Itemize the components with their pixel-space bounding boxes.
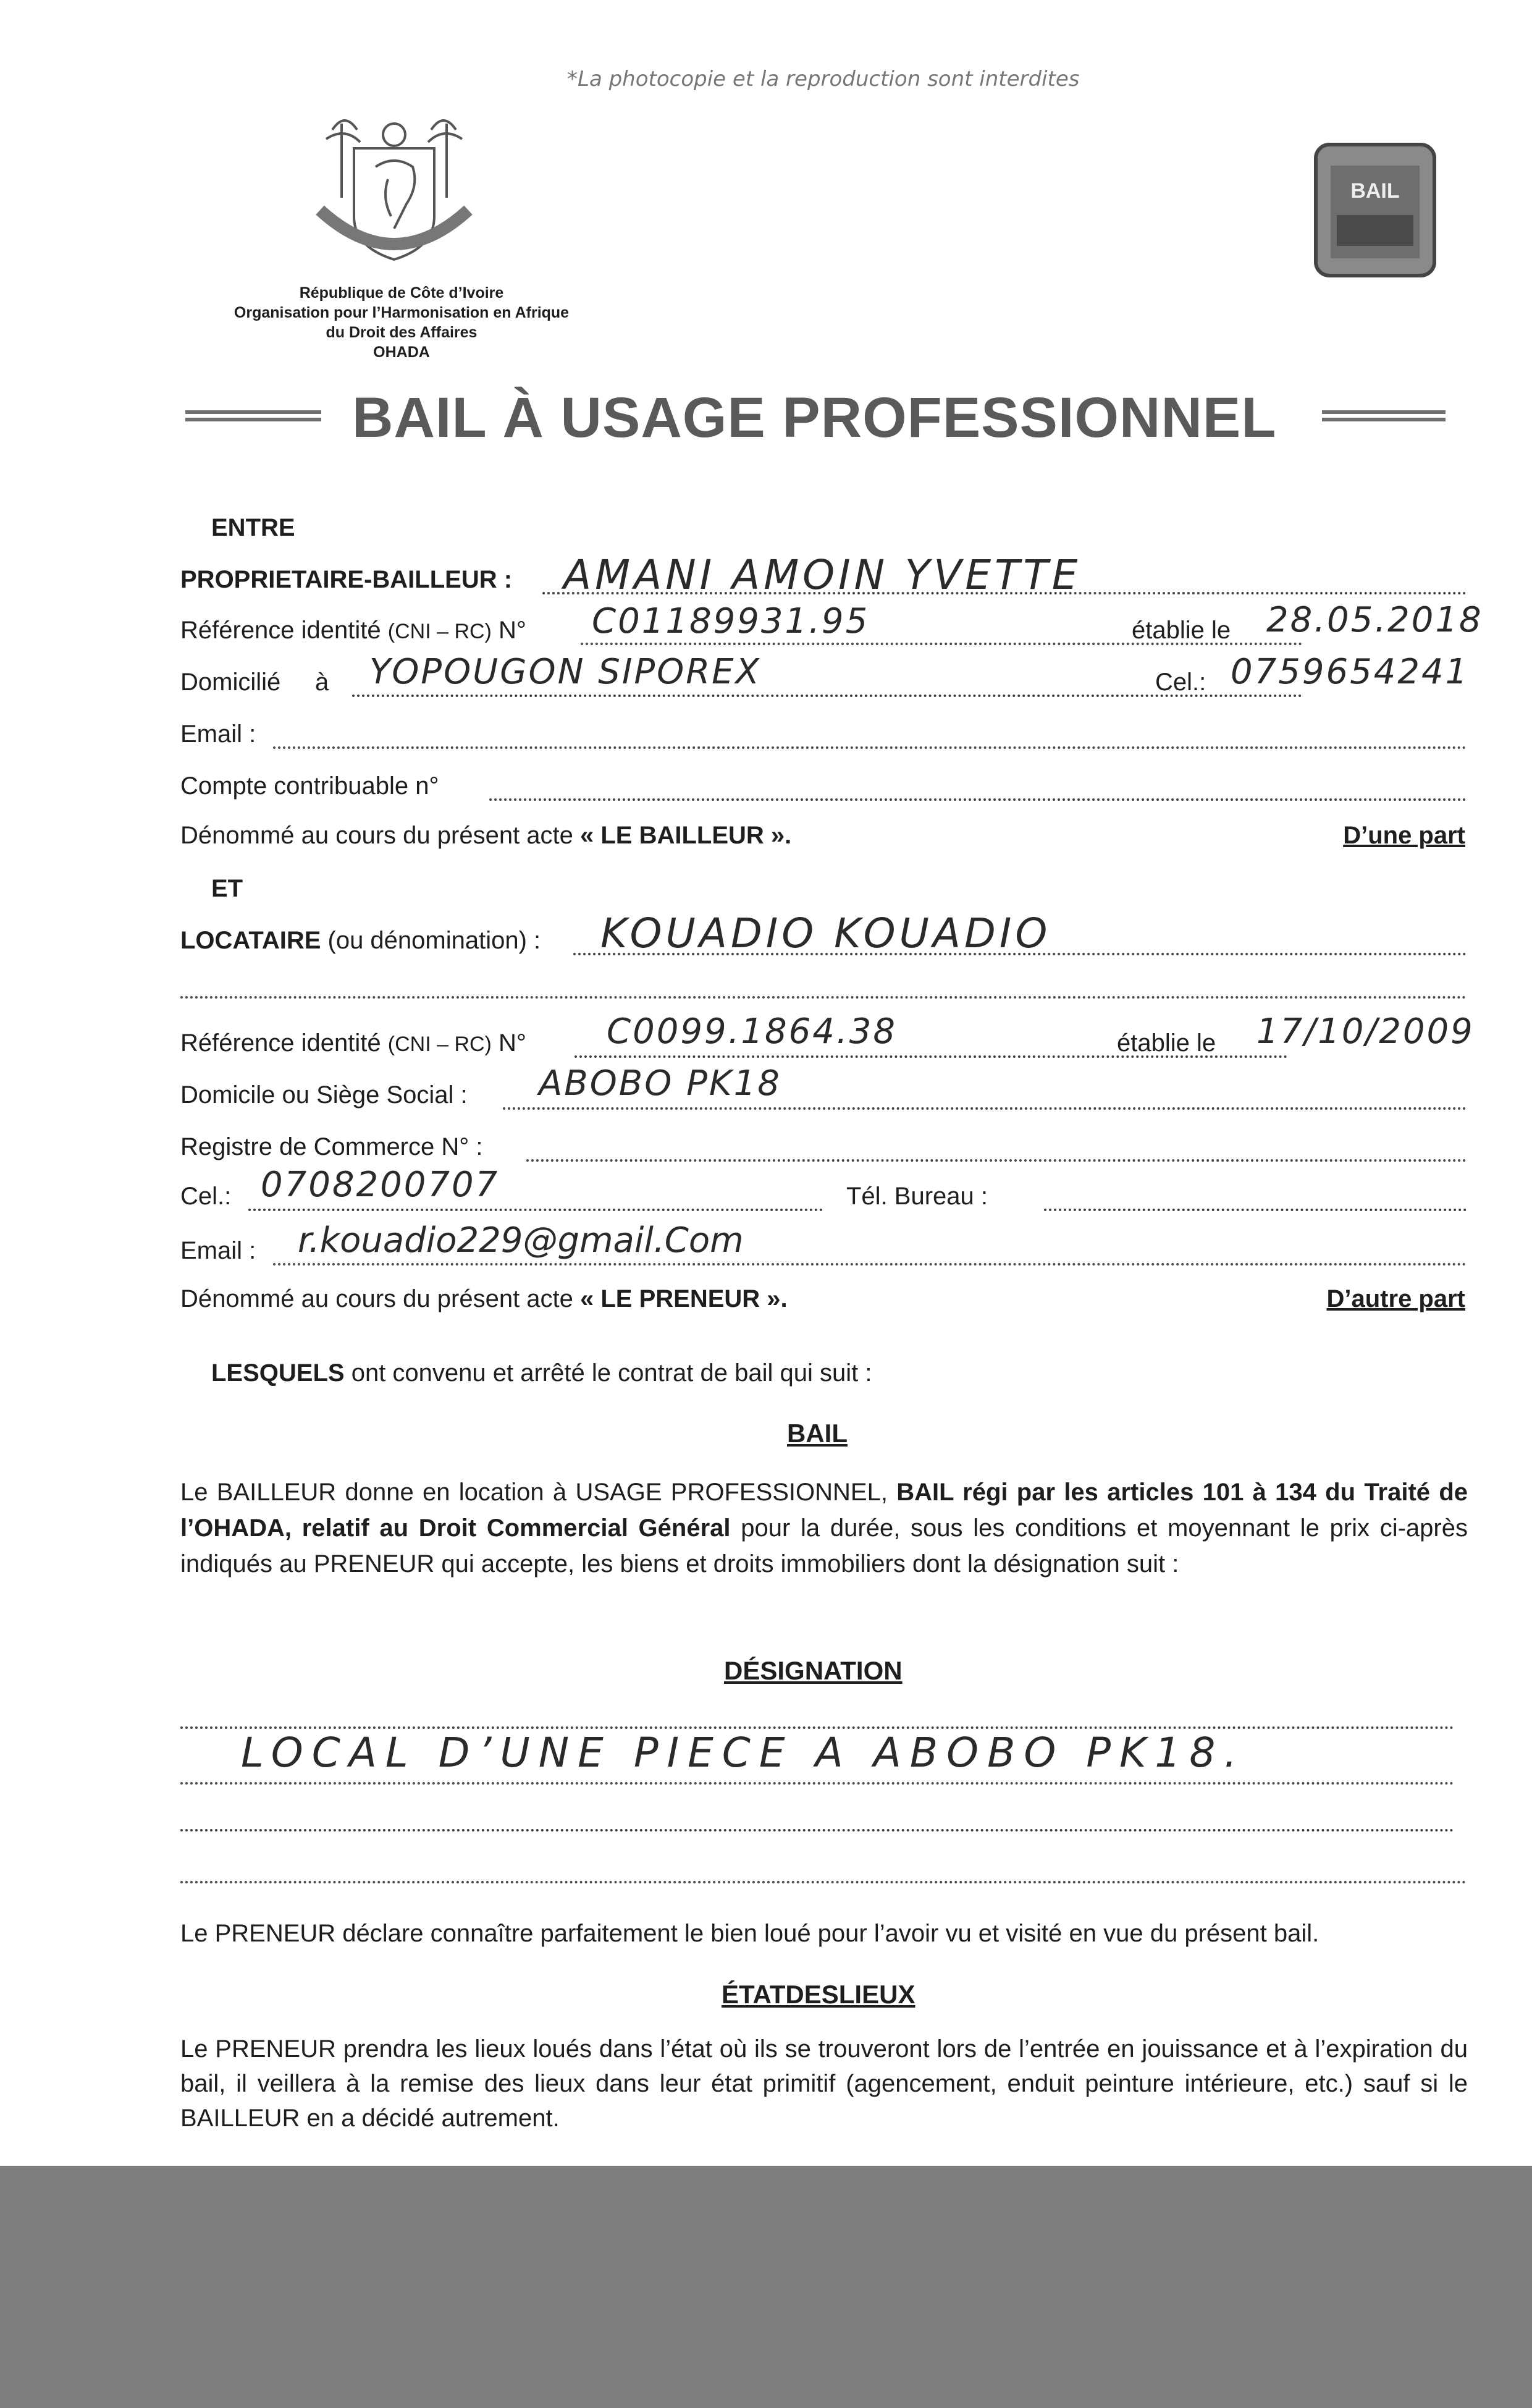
owner-ref-value: C01189931.95 (592, 601, 870, 641)
denomme-text: Dénommé au cours du présent acte « LE BAILLEUR ». (180, 822, 792, 849)
designation-heading: DÉSIGNATION (724, 1656, 903, 1685)
tenant-cel-row (180, 1165, 1465, 1217)
tenant-etablie-label: établie le (1117, 1029, 1216, 1057)
lesquels-row (180, 1359, 1465, 1394)
tenant-domicile-row (180, 1063, 1465, 1116)
etablie-label: établie le (1132, 617, 1231, 644)
org-line: OHADA (373, 344, 430, 361)
registre-dots (526, 1159, 1467, 1162)
et-label: ET (211, 875, 243, 902)
bail-paragraph: Le BAILLEUR donne en location à USAGE PROFESSIONNEL, BAIL régi par les articles 101 à 134 du Traité de l’OHADA, relatif au Droit Commercial Général pour la durée, sous les conditions et moyennant le prix ci-après indiqués au PRENEUR qui accepte, les biens et droits immobiliers dont la désignation suit : (180, 1479, 1468, 1578)
compte-label: Compte contribuable n° (180, 772, 439, 800)
tenant-ref-label: Référence identité (CNI – RC) N° (180, 1029, 526, 1057)
tenant-cel-label: Cel.: (180, 1183, 232, 1210)
stamp-label: BAIL (1350, 179, 1400, 203)
ref-label: Référence identité (CNI – RC) N° (180, 617, 526, 644)
tenant-domicile-dots (503, 1107, 1467, 1110)
entre-label: ENTRE (211, 514, 295, 541)
owner-email-row (180, 720, 1465, 755)
designation-dots-4 (180, 1881, 1467, 1883)
org-line: du Droit des Affaires (326, 324, 478, 341)
tenant-denomme-text: Dénommé au cours du présent acte « LE PRENEUR ». (180, 1285, 788, 1312)
scan-background (0, 2166, 1532, 2408)
tenant-domicile-value: ABOBO PK18 (539, 1063, 781, 1104)
owner-ref-row (180, 600, 1483, 651)
owner-domicile-row (180, 652, 1470, 703)
owner-label: PROPRIETAIRE-BAILLEUR : (180, 566, 513, 593)
domicile-label: Domicilié (180, 669, 281, 696)
tax-stamp-icon (1312, 141, 1438, 279)
owner-domicile-value: YOPOUGON SIPOREX (369, 652, 761, 692)
etat-heading: ÉTATDESLIEUX (722, 1980, 915, 2009)
tenant-cel-dots (248, 1209, 823, 1211)
designation-dots-3 (180, 1829, 1454, 1831)
email-dots (273, 746, 1467, 749)
owner-cel-value: 0759654241 (1231, 652, 1470, 692)
tenant-denomme-row (180, 1285, 1465, 1320)
tenant-email-dots (273, 1263, 1467, 1265)
tenant-email-row (180, 1220, 1465, 1272)
tenant-value: KOUADIO KOUADIO (600, 910, 1051, 957)
etat-paragraph: Le PRENEUR prendra les lieux loués dans l’état où ils se trouveront lors de l’entrée en jouissance et à l’expiration du bail, il veillera à la remise des lieux dans leur état primitif (agencement, enduit peinture intérieure, etc.) sauf si le BAILLEUR en a décidé autrement. (180, 2035, 1468, 2132)
owner-denomme-row (180, 822, 1465, 856)
org-line: République de Côte d’Ivoire (299, 284, 504, 302)
org-line: Organisation pour l’Harmonisation en Afrique (234, 304, 570, 321)
tenant-row (180, 910, 1465, 961)
owner-etablie-value: 28.05.2018 (1266, 600, 1483, 640)
cel-label: Cel.: (1155, 669, 1206, 696)
domicile-a: à (315, 669, 329, 696)
email-label: Email : (180, 720, 256, 748)
tel-bureau-dots (1044, 1209, 1467, 1211)
et-row (180, 875, 1465, 910)
document-title: BAIL À USAGE PROFESSIONNEL (352, 386, 1277, 449)
entre-row (180, 514, 1465, 549)
tenant-ref-row (180, 1012, 1475, 1064)
tenant-registre-row (180, 1133, 1465, 1168)
tenant-email-value: r.kouadio229@gmail.Com (298, 1220, 744, 1261)
part-one: D’une part (1343, 822, 1465, 849)
owner-compte-row (180, 772, 1465, 807)
compte-dots (489, 798, 1467, 801)
tenant-email-label: Email : (180, 1237, 256, 1264)
tenant-ref-value: C0099.1864.38 (607, 1012, 897, 1052)
issuing-organization (204, 283, 599, 362)
document-title-bar (185, 386, 1458, 447)
owner-row (180, 551, 1465, 601)
designation-dots-2 (180, 1782, 1454, 1785)
tenant-domicile-label: Domicile ou Siège Social : (180, 1081, 468, 1109)
owner-value: AMANI AMOIN YVETTE (563, 551, 1082, 599)
lesquels-text: LESQUELS ont convenu et arrêté le contrat de bail qui suit : (211, 1359, 872, 1387)
tenant-extra-row (180, 970, 1465, 1005)
part-two: D’autre part (1326, 1285, 1465, 1312)
title-rule-right (1322, 410, 1446, 421)
copy-notice: *La photocopie et la reproduction sont interdites (567, 67, 1080, 91)
designation-value: LOCAL D’UNE PIECE A ABOBO PK18. (241, 1729, 1246, 1776)
bail-heading: BAIL (787, 1419, 848, 1448)
tenant-cel-value: 0708200707 (261, 1165, 500, 1205)
tel-bureau-label: Tél. Bureau : (846, 1183, 988, 1210)
tenant-label: LOCATAIRE (ou dénomination) : (180, 927, 541, 954)
designation-note: Le PRENEUR déclare connaître parfaitement le bien loué pour l’avoir vu et visité en vue du présent bail. (180, 1920, 1319, 1947)
tenant-etablie-value: 17/10/2009 (1256, 1012, 1475, 1052)
tenant-extra-dots (180, 996, 1467, 999)
title-rule-left (185, 410, 321, 421)
registre-label: Registre de Commerce N° : (180, 1133, 483, 1160)
cote-divoire-coat-of-arms-icon (295, 105, 493, 284)
